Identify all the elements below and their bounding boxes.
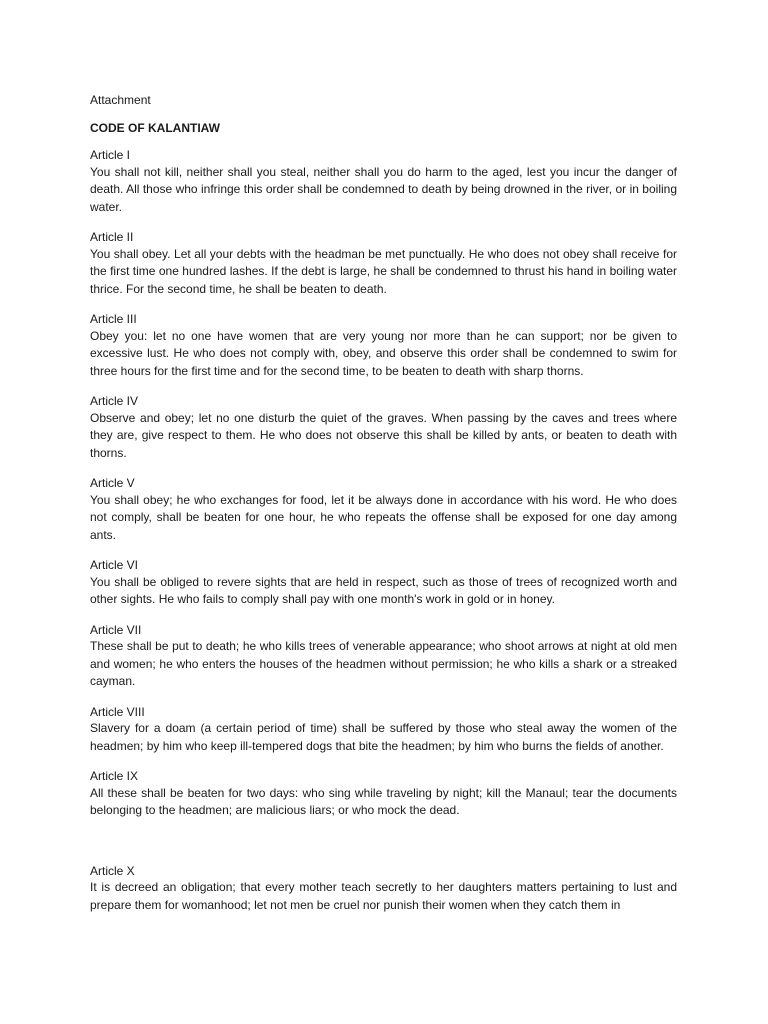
- article-body: All these shall be beaten for two days: who sing while traveling by night; kill the Manaul; tear the documents belonging to the headmen; are malicious liars; or who mock the dead.: [90, 785, 677, 817]
- article-1: [90, 147, 677, 216]
- article-4: [90, 393, 677, 462]
- article-heading: Article I: [90, 148, 131, 162]
- article-body: These shall be put to death; he who kills trees of venerable appearance; who shoot arrows at night at old men and women; he who enters the houses of the headmen without permission; he who kills a shark or a streaked cayman.: [90, 639, 677, 688]
- article-body: You shall obey. Let all your debts with the headman be met punctually. He who does not obey shall receive for the first time one hundred lashes. If the debt is large, he shall be condemned to thrust his hand in boiling water thrice. For the second time, he shall be beaten to death.: [90, 246, 677, 296]
- article-body: Observe and obey; let no one disturb the quiet of the graves. When passing by the caves and trees where they are, give respect to them. He who does not observe this shall be killed by ants, or beaten to death with thorns.: [90, 410, 677, 460]
- article-body: You shall not kill, neither shall you steal, neither shall you do harm to the aged, lest you incur the danger of death. All those who infringe this order shall be condemned to death by being drowned in the river, or in boiling water.: [90, 164, 677, 214]
- article-2: [90, 229, 677, 298]
- article-heading: Article V: [90, 476, 135, 490]
- article-heading: Article VIII: [90, 704, 145, 719]
- article-3: [90, 311, 677, 380]
- article-body: It is decreed an obligation; that every mother teach secretly to her daughters matters pertaining to lust and prepare them for womanhood; let not men be cruel nor punish their women when they catch them in: [90, 880, 677, 912]
- article-9: [90, 768, 677, 820]
- article-6: [90, 557, 677, 609]
- article-body: Obey you: let no one have women that are very young nor more than he can support; nor be given to excessive lust. He who does not comply with, obey, and observe this order shall be condemned to swim for three hours for the first time and for the second time, to be beaten to death with sharp thorns.: [90, 328, 677, 378]
- attachment-label: Attachment: [90, 93, 151, 107]
- article-body: Slavery for a doam (a certain period of time) shall be suffered by those who steal away the women of the headmen; by him who keep ill-tempered dogs that bite the headmen; by him who burns the fields of another.: [90, 721, 677, 753]
- article-heading: Article VI: [90, 558, 139, 572]
- document-title: CODE OF KALANTIAW: [90, 121, 220, 135]
- article-5: [90, 475, 677, 544]
- article-heading: Article X: [90, 863, 135, 878]
- document-page: [90, 92, 677, 927]
- article-heading: Article IX: [90, 769, 139, 783]
- article-heading: Article III: [90, 312, 137, 326]
- article-heading: Article IV: [90, 394, 139, 408]
- article-heading: Article II: [90, 230, 134, 244]
- article-10: [90, 863, 677, 915]
- article-8: [90, 704, 677, 756]
- article-heading: Article VII: [90, 622, 142, 637]
- article-body: You shall be obliged to revere sights that are held in respect, such as those of trees of recognized worth and other sights. He who fails to comply shall pay with one month's work in gold or in honey.: [90, 574, 677, 606]
- article-body: You shall obey; he who exchanges for food, let it be always done in accordance with his word. He who does not comply, shall be beaten for one hour, he who repeats the offense shall be exposed for one day among ants.: [90, 492, 677, 542]
- article-7: [90, 622, 677, 691]
